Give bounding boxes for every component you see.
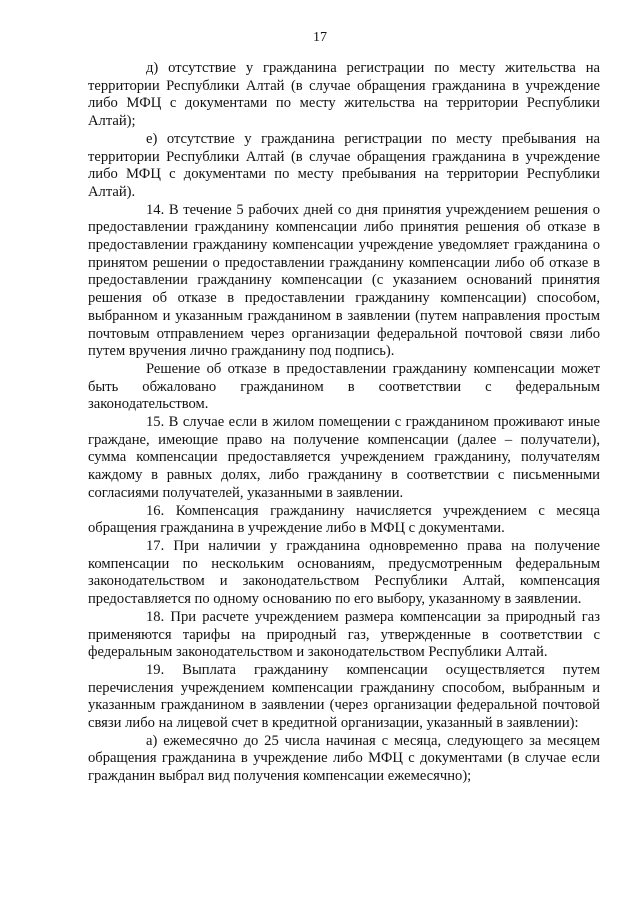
paragraph-14-appeal: Решение об отказе в предоставлении гражданину компенсации может быть обжаловано гражданином в соответствии с федеральным законодательством. xyxy=(88,360,600,413)
paragraph-19-a: а) ежемесячно до 25 числа начиная с месяца, следующего за месяцем обращения гражданина в учреждение либо МФЦ с документами (в случае если гражданин выбрал вид получения компенсации ежемесячно); xyxy=(88,732,600,785)
paragraph-19: 19. Выплата гражданину компенсации осуществляется путем перечисления учреждением компенсации гражданину способом, выбранным и указанным гражданином в заявлении (через организации федеральной почтовой связи либо на лицевой счет в кредитной организации, указанный в заявлении): xyxy=(88,661,600,732)
paragraph-18: 18. При расчете учреждением размера компенсации за природный газ применяются тарифы на природный газ, утвержденные в соответствии с федеральным законодательством и законодательством Республики Алтай. xyxy=(88,608,600,661)
paragraph-d: д) отсутствие у гражданина регистрации по месту жительства на территории Республики Алтай (в случае обращения гражданина в учреждение либо МФЦ с документами по месту жительства на территории Республики Алтай); xyxy=(88,60,600,130)
paragraph-14: 14. В течение 5 рабочих дней со дня принятия учреждением решения о предоставлении гражданину компенсации либо принятия решения об отказе в предоставлении гражданину компенсации учреждение уведомляет гражданина о принятом решении о предоставлении гражданину компенсации либо об отказе в предоставлении гражданину компенсации (с указанием оснований принятия решения об отказе в предоставлении гражданину компенсации) способом, выбранном и указанным гражданином в заявлении (путем направления простым почтовым отправлением через организации федеральной почтовой связи либо путем вручения лично гражданину под подпись). xyxy=(88,201,600,360)
paragraph-16: 16. Компенсация гражданину начисляется учреждением с месяца обращения гражданина в учреждение либо в МФЦ с документами. xyxy=(88,502,600,537)
paragraph-17: 17. При наличии у гражданина одновременно права на получение компенсации по нескольким основаниям, предусмотренным федеральным законодательством и законодательством Республики Алтай, компенсация предоставляется по одному основанию по его выбору, указанному в заявлении. xyxy=(88,537,600,608)
document-body xyxy=(88,60,600,786)
paragraph-15: 15. В случае если в жилом помещении с гражданином проживают иные граждане, имеющие право на получение компенсации (далее – получатели), сумма компенсации предоставляется учреждением гражданину, получателям каждому в равных долях, либо гражданину в соответствии с письменными согласиями получателей, указанными в заявлении. xyxy=(88,414,600,501)
page-number: 17 xyxy=(313,30,327,45)
paragraph-e: е) отсутствие у гражданина регистрации по месту пребывания на территории Республики Алтай (в случае обращения гражданина в учреждение либо МФЦ с документами по месту пребывания на территории Республики Алтай). xyxy=(88,130,600,200)
